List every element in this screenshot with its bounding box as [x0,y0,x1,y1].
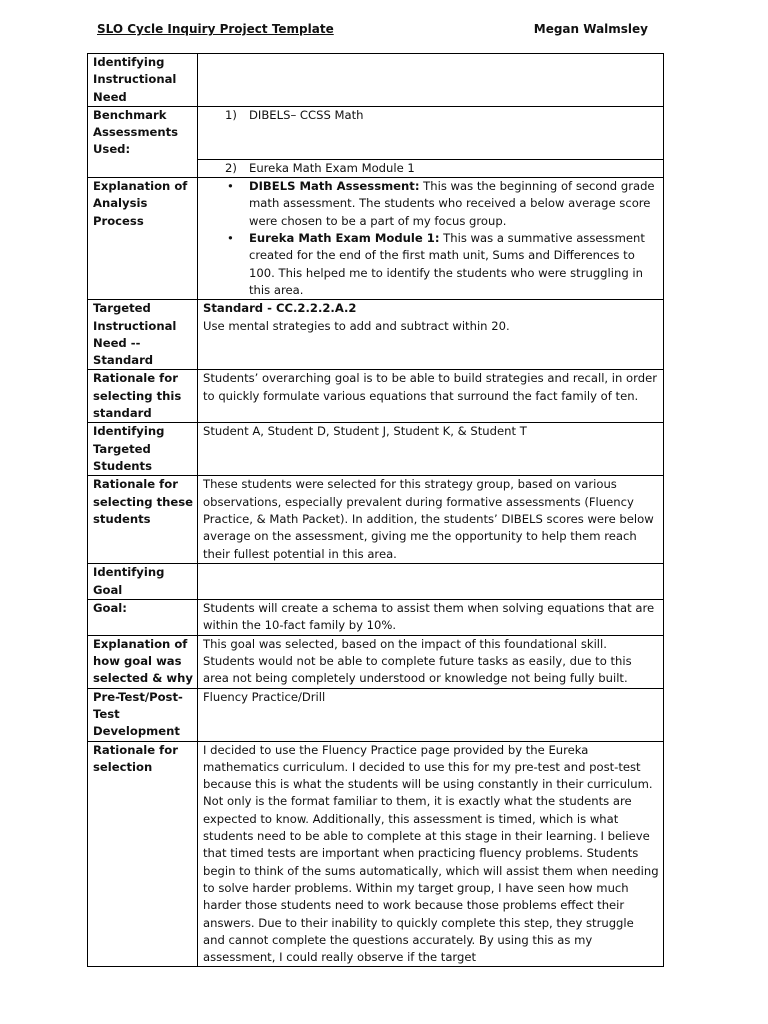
table-row [88,300,664,370]
row-value: Students will create a schema to assist them when solving equations that are within the 10-fact family by 10%. [198,600,664,636]
bullet-icon: • [227,179,234,194]
table-row [88,635,664,688]
list-text: DIBELS– CCSS Math [249,107,364,122]
list-item [225,160,659,177]
author-name: Megan Walmsley [533,22,648,36]
row-label: Rationale for selection [88,741,198,967]
row-label: Goal: [88,600,198,636]
table-row [88,178,664,300]
table-row [88,600,664,636]
list-item [223,230,659,299]
list-number: 2) [225,160,237,175]
document-header [97,22,652,40]
row-label: Identifying Instructional Need [88,54,198,107]
row-label: Benchmark Assessments Used: [88,106,198,177]
list-item-title: Eureka Math Exam Module 1: [249,231,440,246]
row-value: This goal was selected, based on the impact of this foundational skill. Students would not be able to complete future tasks as easily, due to this area not being completely understood or knowledge not being fully built. [198,635,664,688]
list-item-text: This was the beginning of second grade math assessment. The students who received a below average score were chosen to be a part of my focus group. [249,179,655,228]
table-row [88,54,664,107]
standard-text: Use mental strategies to add and subtract within 20. [203,318,510,333]
table-row [88,106,664,159]
list-item [225,107,659,124]
row-label: Targeted Instructional Need -- Standard [88,300,198,370]
table-row [88,688,664,741]
row-value [198,106,664,159]
analysis-list [203,178,659,299]
row-label: Explanation of how goal was selected & why [88,635,198,688]
row-value [198,178,664,300]
benchmark-list [203,107,659,124]
list-number: 1) [225,107,237,122]
benchmark-list [203,160,659,177]
list-item-text: This was a summative assessment created for the end of the first math unit, Sums and Differences to 100. This helped me to identify the students who were struggling in this area. [249,231,645,297]
row-label: Pre-Test/Post-Test Development [88,688,198,741]
list-text: Eureka Math Exam Module 1 [249,160,415,175]
row-value: Fluency Practice/Drill [198,688,664,741]
table-row [88,564,664,600]
list-item-title: DIBELS Math Assessment: [249,179,420,194]
row-label: Identifying Goal [88,564,198,600]
document-title: SLO Cycle Inquiry Project Template [97,22,334,36]
row-value [198,159,664,177]
table-row [88,423,664,476]
row-label: Rationale for selecting this standard [88,370,198,423]
table-row [88,476,664,564]
bullet-icon: • [227,231,234,246]
table-row [88,741,664,967]
row-label: Rationale for selecting these students [88,476,198,564]
row-value [198,54,664,107]
row-value [198,564,664,600]
row-label: Explanation of Analysis Process [88,178,198,300]
row-value: Student A, Student D, Student J, Student K, & Student T [198,423,664,476]
row-value: These students were selected for this strategy group, based on various observations, especially prevalent during formative assessments (Fluency Practice, & Math Packet). In addition, the students’ DIBELS scores were below average on the assessment, giving me the opportunity to help them reach their fullest potential in this area. [198,476,664,564]
standard-code: Standard - CC.2.2.2.A.2 [203,301,357,316]
table-row [88,370,664,423]
row-value [198,300,664,370]
row-value: I decided to use the Fluency Practice page provided by the Eureka mathematics curriculum. I decided to use this for my pre-test and post-test because this is what the students will be using constantly in their curriculum. Not only is the format familiar to them, it is exactly what the students are expected to know. Additionally, this assessment is timed, which is what students need to be able to complete at this stage in their learning. I believe that timed tests are important when practicing fluency problems. Students begin to think of the sums automatically, which will assist them when needing to solve harder problems. Within my target group, I have seen how much harder those students need to work because those problems effect their answers. Due to their inability to quickly complete this step, they struggle and cannot complete the questions accurately. By using this as my assessment, I could really observe if the target [198,741,664,967]
row-value: Students’ overarching goal is to be able to build strategies and recall, in order to quickly formulate various equations that surround the fact family of ten. [198,370,664,423]
list-item [223,178,659,230]
row-label: Identifying Targeted Students [88,423,198,476]
slo-template-table [87,53,664,967]
